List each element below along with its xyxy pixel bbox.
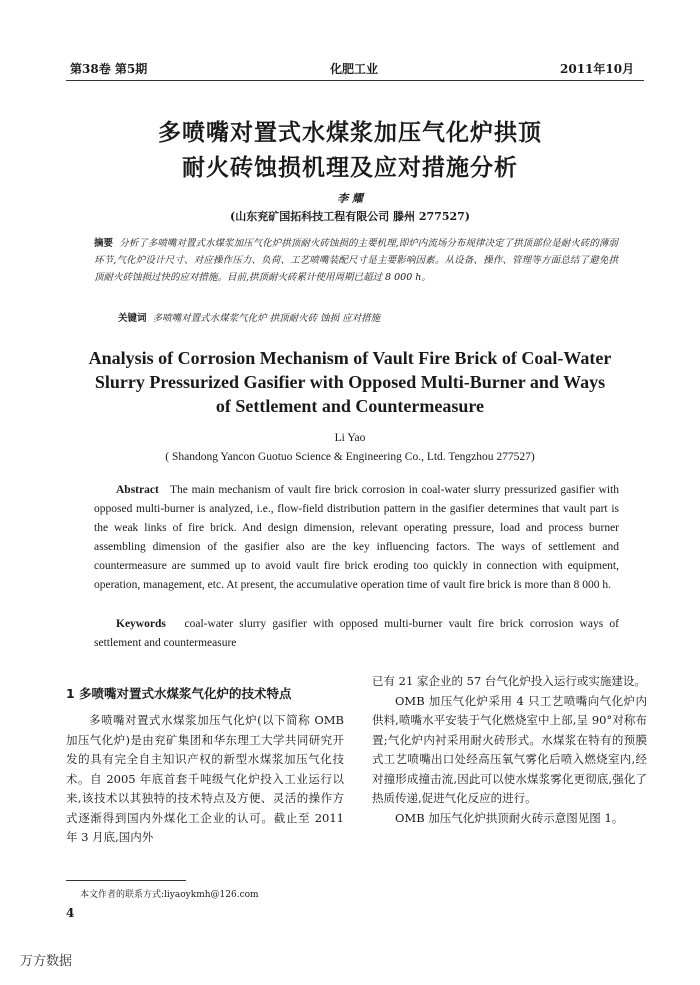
- keywords-en: [94, 615, 619, 653]
- right-col-para2: OMB 加压气化炉采用 4 只工艺喷嘴向气化炉内供料,喷嘴水平安装于气化燃烧室中上部,呈 90°对称布置;气化炉内衬采用耐火砖形式。水煤浆在特有的预膜式工艺喷嘴出口处经高压氧气雾化后喷入燃烧室内,经对撞形成撞击流,因此可以使水煤浆雾化更彻底,强化了热质传递,促进气化反应的进行。: [372, 693, 647, 805]
- header-journal: 化肥工业: [330, 62, 379, 76]
- affiliation-cn: (山东兖矿国拓科技工程有限公司 滕州 277527): [230, 210, 470, 223]
- title-en-line2: Slurry Pressurized Gasifier with Opposed Multi-Burner and Ways: [94, 372, 606, 392]
- header-rule: [66, 80, 644, 81]
- footnote: 本文作者的联系方式:liyaoykmh@126.com: [80, 890, 259, 900]
- abstract-cn-label: 摘要: [94, 238, 114, 249]
- author-en: Li Yao: [334, 432, 366, 444]
- abstract-cn: [94, 236, 618, 286]
- title-en-line3: of Settlement and Countermeasure: [215, 396, 485, 416]
- section1-heading: 1 多喷嘴对置式水煤浆气化炉的技术特点: [66, 686, 292, 701]
- section1-paragraph: 多喷嘴对置式水煤浆加压气化炉(以下简称 OMB 加压气化炉)是由兖矿集团和华东理工大学共同研究开发的具有完全自主知识产权的新型水煤浆加压气化技术。自 2005 年底首套千吨级气化炉投入工业运行以来,该技术以其独特的技术特点及方便、灵活的操作方式逐渐得到国内外煤化工企业的认可。截止至 2011 年 3 月底,国内外: [66, 713, 344, 844]
- page-number: 4: [66, 906, 75, 920]
- header-volume: 第38卷 第5期: [70, 62, 148, 76]
- abstract-en: [94, 481, 619, 596]
- right-column: [372, 672, 647, 828]
- keywords-en-text: coal-water slurry gasifier with opposed multi-burner vault fire brick corrosion ways of settlement and countermeasure: [94, 618, 619, 650]
- keywords-cn-label: 关键词: [118, 313, 147, 324]
- abstract-en-text: The main mechanism of vault fire brick corrosion in coal-water slurry pressurized gasifier with opposed multi-burner is analyzed, i.e., flow-field distribution pattern in the gasifier determines that vault part is the weak links of fire brick. And design dimension, relevant operating pressure, load and process burner assembling dimension of the gasifier also are the key influencing factors. The ways of settlement and countermeasure are summed up to avoid vault fire brick eroding too quickly in connection with equipment, operation, management, etc. At present, the accumulative operation time of vault fire brick is more than 8 000 h.: [94, 484, 620, 592]
- title-cn-line2: 耐火砖蚀损机理及应对措施分析: [182, 155, 518, 181]
- affiliation-en: ( Shandong Yancon Guotuo Science & Engineering Co., Ltd. Tengzhou 277527): [165, 451, 535, 463]
- left-column: [66, 684, 344, 848]
- keywords-cn: [118, 311, 618, 328]
- right-col-para3: OMB 加压气化炉拱顶耐火砖示意图见图 1。: [395, 810, 624, 825]
- abstract-cn-text: 分析了多喷嘴对置式水煤浆加压气化炉拱顶耐火砖蚀损的主要机理,即炉内流场分布规律决定了拱顶部位是耐火砖的薄弱环节,气化炉设计尺寸、对应操作压力、负荷、工艺喷嘴装配尺寸是主要影响因素。从设备、操作、管理等方面总结了避免拱顶耐火砖蚀损过快的应对措施。目前,拱顶耐火砖累计使用周期已超过 8 000 h。: [94, 238, 618, 283]
- keywords-cn-text: 多喷嘴对置式水煤浆气化炉 拱顶耐火砖 蚀损 应对措施: [152, 313, 381, 324]
- title-en-line1: Analysis of Corrosion Mechanism of Vault Fire Brick of Coal-Water: [88, 348, 612, 368]
- title-cn-line1: 多喷嘴对置式水煤浆加压气化炉拱顶: [158, 120, 542, 146]
- abstract-en-label: Abstract: [116, 484, 159, 496]
- footnote-rule: [66, 880, 186, 881]
- watermark: 万方数据: [20, 954, 73, 969]
- header-date: 2011年10月: [560, 62, 635, 76]
- keywords-en-label: Keywords: [116, 618, 166, 630]
- right-col-para1: 已有 21 家企业的 57 台气化炉投入运行或实施建设。: [372, 674, 646, 688]
- author-cn: 李 耀: [337, 192, 363, 205]
